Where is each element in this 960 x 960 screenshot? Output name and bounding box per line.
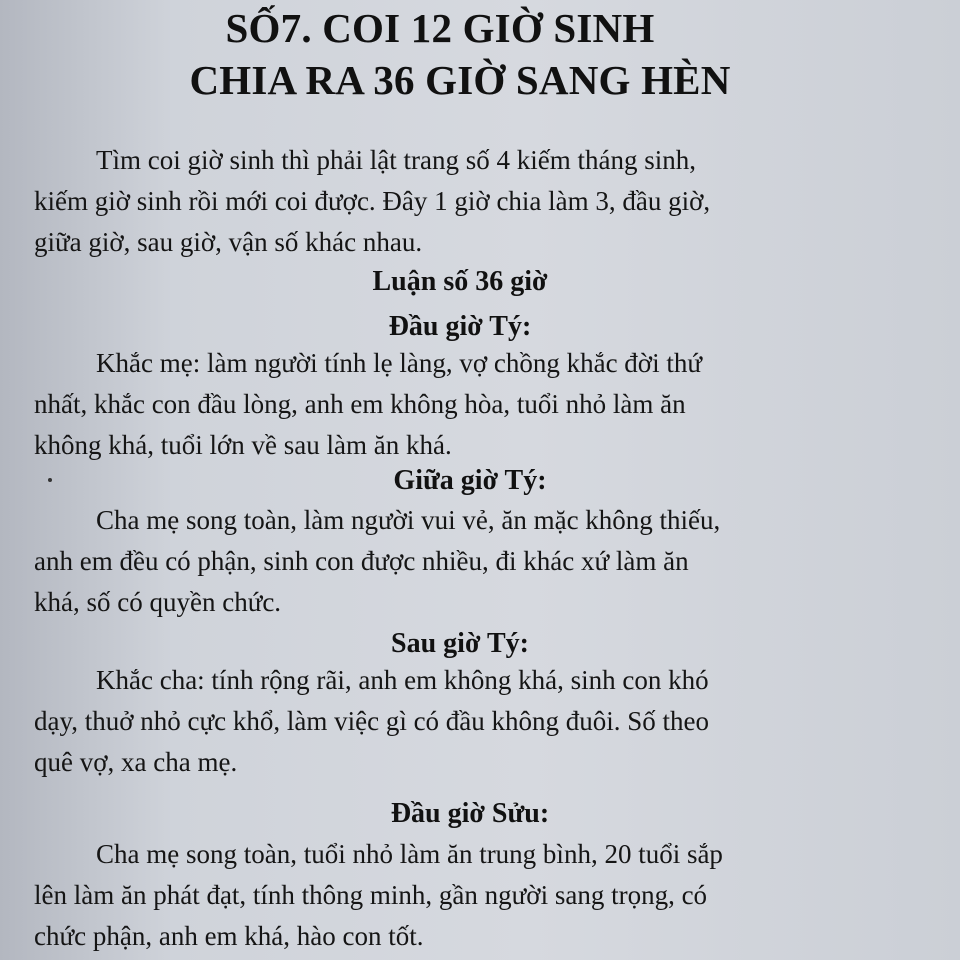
entry-line: Cha mẹ song toàn, làm người vui vẻ, ăn mặc không thiếu, xyxy=(96,505,721,535)
entry-heading: Đầu giờ Tý: xyxy=(388,311,532,342)
entry-line: lên làm ăn phát đạt, tính thông minh, gần người sang trọng, có xyxy=(34,880,708,910)
entry-line: chức phận, anh em khá, hào con tốt. xyxy=(34,921,424,951)
entry-paragraph xyxy=(34,500,864,623)
entry-line: nhất, khắc con đầu lòng, anh em không hòa, tuổi nhỏ làm ăn xyxy=(34,389,686,419)
entry-line: Khắc cha: tính rộng rãi, anh em không khá, sinh con khó xyxy=(96,665,709,695)
intro-line: giữa giờ, sau giờ, vận số khác nhau. xyxy=(34,227,423,257)
entry-line: quê vợ, xa cha mẹ. xyxy=(34,747,238,777)
title-line-2: CHIA RA 36 GIỜ SANG HÈN xyxy=(189,57,731,103)
entry-paragraph xyxy=(34,660,864,783)
entry-heading: Đầu giờ Sửu: xyxy=(390,798,550,829)
entry-heading: Sau giờ Tý: xyxy=(391,628,529,659)
entry-line: khá, số có quyền chức. xyxy=(34,587,282,617)
entry-line: Khắc mẹ: làm người tính lẹ làng, vợ chồng khắc đời thứ xyxy=(96,348,702,378)
intro-line: kiếm giờ sinh rồi mới coi được. Đây 1 giờ chia làm 3, đầu giờ, xyxy=(34,186,711,216)
section-heading: Luận số 36 giờ xyxy=(372,266,548,297)
entry-paragraph xyxy=(34,834,864,957)
intro-line: Tìm coi giờ sinh thì phải lật trang số 4 kiếm tháng sinh, xyxy=(96,145,696,175)
intro-paragraph xyxy=(34,140,864,263)
entry-line: không khá, tuổi lớn về sau làm ăn khá. xyxy=(34,430,452,460)
title-line-1: SỐ7. COI 12 GIỜ SINH xyxy=(225,5,655,51)
entry-line: anh em đều có phận, sinh con được nhiều, đi khác xứ làm ăn xyxy=(34,546,689,576)
entry-paragraph xyxy=(34,343,864,466)
entry-line: dạy, thuở nhỏ cực khổ, làm việc gì có đầu không đuôi. Số theo xyxy=(34,706,710,736)
entry-line: Cha mẹ song toàn, tuổi nhỏ làm ăn trung bình, 20 tuổi sắp xyxy=(96,839,723,869)
entry-heading: Giữa giờ Tý: xyxy=(393,465,547,496)
